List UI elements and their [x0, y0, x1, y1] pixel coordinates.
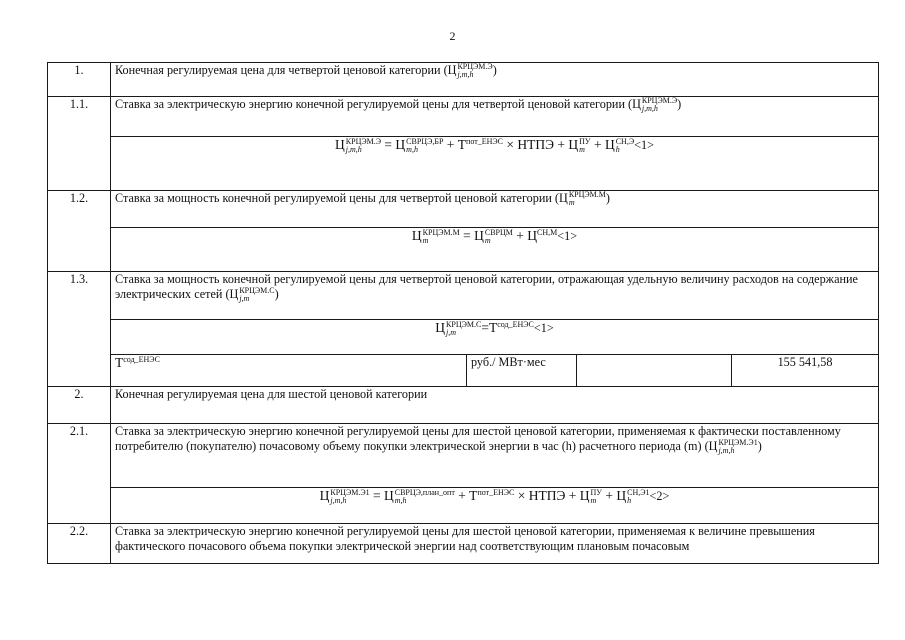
- value-unit: руб./ МВт·мес: [467, 355, 577, 387]
- row-number: 2.2.: [48, 524, 111, 564]
- table-row: [48, 97, 879, 137]
- row-text: Конечная регулируемая цена для шестой ценовой категории: [111, 387, 879, 424]
- formula-row: [48, 488, 879, 524]
- value-amount: 155 541,58: [732, 355, 879, 387]
- row-text: Ставка за мощность конечной регулируемой цены для четвертой ценовой категории, отражающая удельную величину расходов на содержание электрических сетей (Ц КРЦЭМ.С j,m ): [111, 272, 879, 320]
- formula-row: [48, 320, 879, 355]
- row-number: 1.: [48, 63, 111, 97]
- value-row: [48, 355, 879, 387]
- row-number: 1.1.: [48, 97, 111, 191]
- formula-energy-price-6: Ц КРЦЭМ.Э1 j,m,h = Ц СВРЦЭ,план_опт m,h + $Т^{пот\_ЕНЭС}$ × НТПЭ + Ц ПУ m + Ц СН,Э1 h <2>: [111, 488, 879, 524]
- row-number: 2.1.: [48, 424, 111, 524]
- table-row: [48, 387, 879, 424]
- table-row: [48, 272, 879, 320]
- value-empty: [577, 355, 732, 387]
- value-label: $Т^{сод\_ЕНЭС}$: [111, 355, 467, 387]
- formula-row: [48, 137, 879, 191]
- row-text: Ставка за мощность конечной регулируемой цены для четвертой ценовой категории (Ц КРЦЭМ.М m ): [111, 191, 879, 228]
- page-number: 2: [449, 29, 456, 43]
- row-text: Ставка за электрическую энергию конечной регулируемой цены для четвертой ценовой категории (Ц КРЦЭМ.Э j,m,h ): [111, 97, 879, 137]
- row-text: Ставка за электрическую энергию конечной регулируемой цены для шестой ценовой категории, применяемая к величине превышения фактического почасового объема покупки электрической энергии над соответствующим плановым почасовым: [111, 524, 879, 564]
- table-row: [48, 63, 879, 97]
- formula-network-price-4: Ц КРЦЭМ.С j,m $=Т^{сод\_ЕНЭС}<1>$: [111, 320, 879, 355]
- table-row: [48, 524, 879, 564]
- formula-energy-price-4: Ц КРЦЭМ.Э j,m,h = Ц СВРЦЭ,БР m,h + $Т^{пот\_ЕНЭС}$ × НТПЭ + Ц ПУ m + Ц СН,Э h <1>: [111, 137, 879, 191]
- row-number: 2.: [48, 387, 111, 424]
- table-row: [48, 191, 879, 228]
- table-row: [48, 424, 879, 488]
- formula-row: [48, 228, 879, 272]
- row-number: 1.2.: [48, 191, 111, 272]
- formula-capacity-price-4: Ц КРЦЭМ.М m = Ц СВРЦМ m + $Ц^{СН,М}<1>$: [111, 228, 879, 272]
- row-number: 1.3.: [48, 272, 111, 387]
- row-text: Ставка за электрическую энергию конечной регулируемой цены для шестой ценовой категории, применяемая к фактически поставленному потребителю (покупателю) почасовому объему покупки электрической энергии в час (h) расчетного периода (m) (Ц КРЦЭМ.Э1 j,m,h ): [111, 424, 879, 488]
- tariff-table: [47, 62, 879, 564]
- row-text: Конечная регулируемая цена для четвертой ценовой категории (Ц КРЦЭМ.Э j,m,h ): [111, 63, 879, 97]
